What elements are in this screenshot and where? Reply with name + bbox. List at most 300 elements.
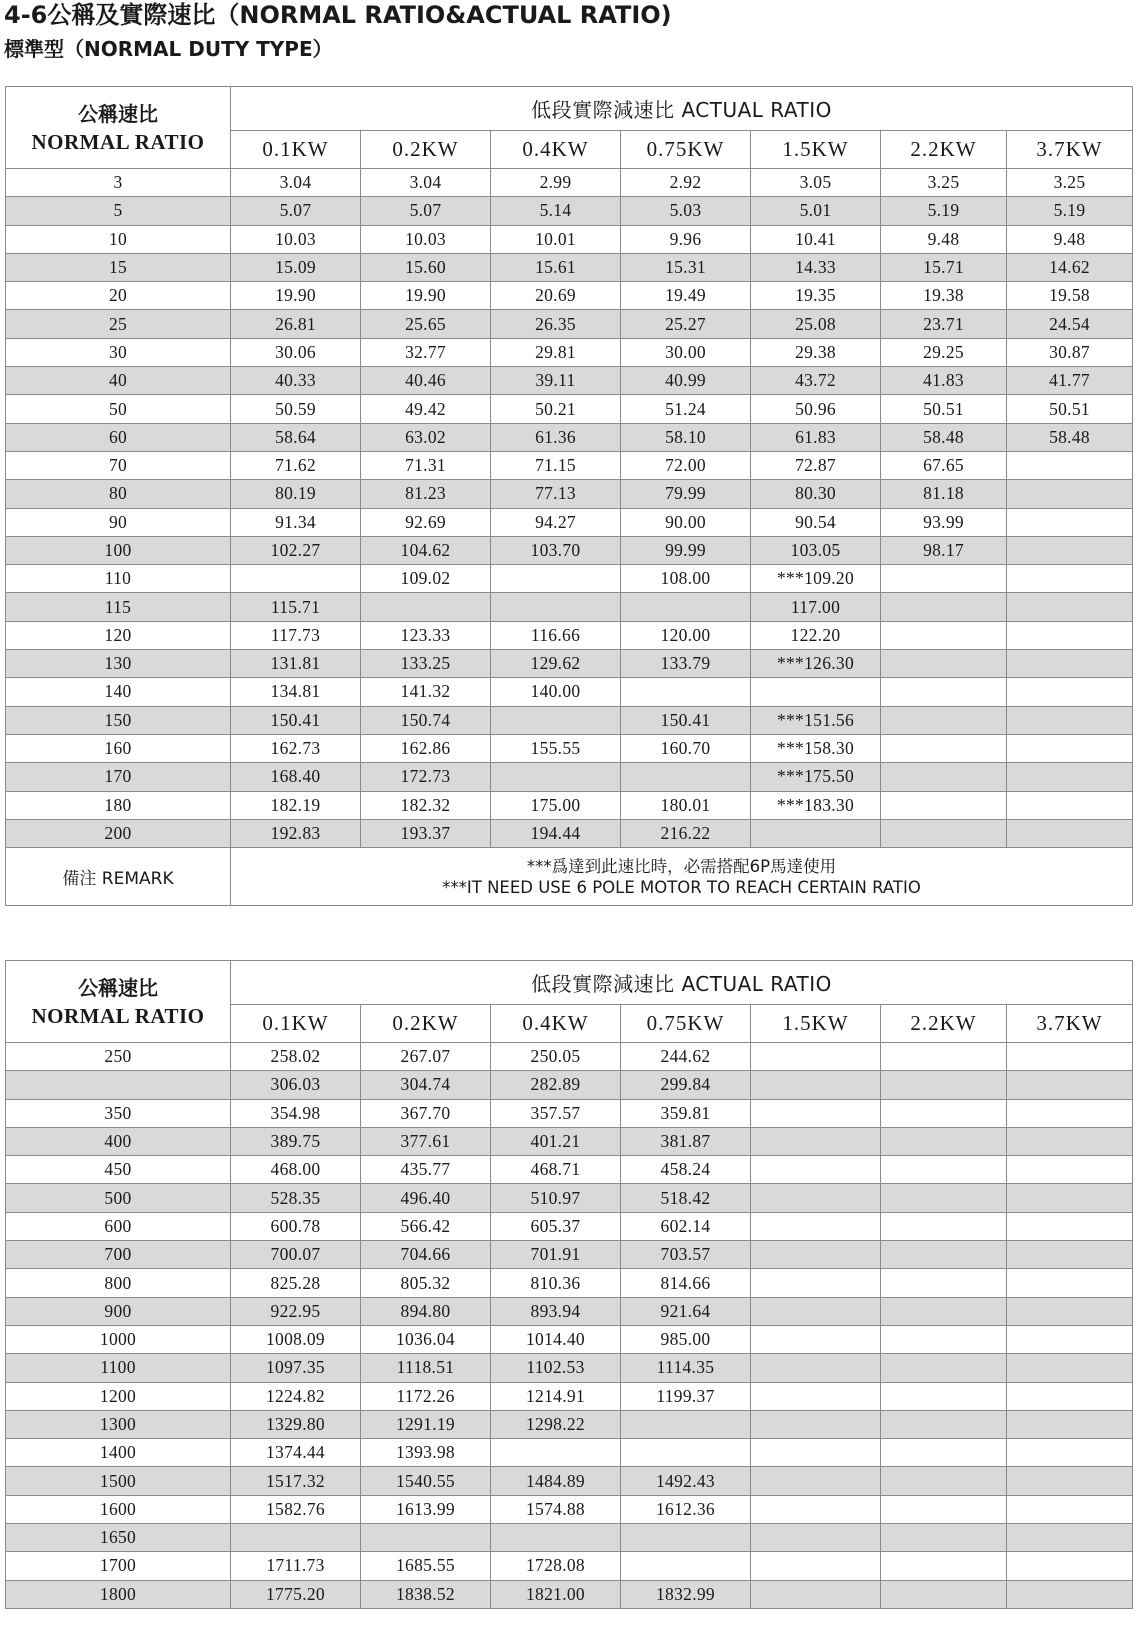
actual-ratio-cell: 893.94 <box>491 1297 621 1325</box>
actual-ratio-cell <box>1007 621 1133 649</box>
actual-ratio-cell <box>491 706 621 734</box>
table-row <box>6 1212 1133 1240</box>
actual-ratio-cell: 50.59 <box>231 395 361 423</box>
actual-ratio-cell <box>1007 1071 1133 1099</box>
kw-header-cell: 0.2KW <box>361 131 491 169</box>
actual-ratio-cell: 1329.80 <box>231 1410 361 1438</box>
actual-ratio-cell: 50.51 <box>1007 395 1133 423</box>
table-row <box>6 508 1133 536</box>
actual-ratio-cell: 9.48 <box>881 225 1007 253</box>
actual-ratio-cell: 61.36 <box>491 423 621 451</box>
actual-ratio-cell <box>881 1156 1007 1184</box>
actual-ratio-cell: 19.90 <box>361 282 491 310</box>
actual-ratio-cell: 150.74 <box>361 706 491 734</box>
table-row <box>6 395 1133 423</box>
actual-ratio-cell: 1613.99 <box>361 1495 491 1523</box>
actual-ratio-cell: 810.36 <box>491 1269 621 1297</box>
actual-ratio-cell: 102.27 <box>231 536 361 564</box>
actual-ratio-cell <box>751 1212 881 1240</box>
actual-ratio-cell: 19.38 <box>881 282 1007 310</box>
table-row <box>6 1524 1133 1552</box>
actual-ratio-cell: 193.37 <box>361 819 491 847</box>
actual-ratio-cell <box>881 593 1007 621</box>
actual-ratio-cell <box>1007 1127 1133 1155</box>
actual-ratio-cell <box>1007 1354 1133 1382</box>
actual-ratio-cell: 1775.20 <box>231 1580 361 1608</box>
actual-ratio-cell: ***183.30 <box>751 791 881 819</box>
actual-ratio-cell <box>1007 480 1133 508</box>
actual-ratio-cell <box>881 1382 1007 1410</box>
actual-ratio-cell: 1036.04 <box>361 1325 491 1353</box>
normal-ratio-cell: 115 <box>6 593 231 621</box>
actual-ratio-cell <box>751 1410 881 1438</box>
actual-ratio-cell: 359.81 <box>621 1099 751 1127</box>
table-row <box>6 1439 1133 1467</box>
actual-ratio-cell: 23.71 <box>881 310 1007 338</box>
normal-ratio-cell: 1800 <box>6 1580 231 1608</box>
table-row <box>6 1156 1133 1184</box>
actual-ratio-cell: 9.96 <box>621 225 751 253</box>
actual-ratio-cell: 304.74 <box>361 1071 491 1099</box>
actual-ratio-cell <box>751 1467 881 1495</box>
table-row <box>6 650 1133 678</box>
actual-ratio-cell <box>1007 1269 1133 1297</box>
table-row <box>6 169 1133 197</box>
normal-ratio-cell: 1500 <box>6 1467 231 1495</box>
actual-ratio-cell: 921.64 <box>621 1297 751 1325</box>
actual-ratio-cell: 814.66 <box>621 1269 751 1297</box>
table-row <box>6 1297 1133 1325</box>
normal-ratio-cell: 250 <box>6 1043 231 1071</box>
actual-ratio-cell: 15.61 <box>491 253 621 281</box>
actual-ratio-cell <box>881 1325 1007 1353</box>
actual-ratio-cell <box>621 763 751 791</box>
actual-ratio-cell: 115.71 <box>231 593 361 621</box>
normal-ratio-cell: 60 <box>6 423 231 451</box>
actual-ratio-cell: 468.71 <box>491 1156 621 1184</box>
actual-ratio-cell <box>751 1241 881 1269</box>
normal-ratio-cell: 500 <box>6 1184 231 1212</box>
normal-ratio-cell: 900 <box>6 1297 231 1325</box>
actual-ratio-cell: 30.87 <box>1007 338 1133 366</box>
actual-ratio-cell <box>621 678 751 706</box>
actual-ratio-cell <box>881 763 1007 791</box>
normal-ratio-header-en: NORMAL RATIO <box>31 129 205 154</box>
actual-ratio-cell: 5.07 <box>231 197 361 225</box>
table-row <box>6 1467 1133 1495</box>
actual-ratio-cell: 109.02 <box>361 565 491 593</box>
actual-ratio-cell: 1291.19 <box>361 1410 491 1438</box>
actual-ratio-cell <box>1007 1156 1133 1184</box>
normal-ratio-cell: 15 <box>6 253 231 281</box>
actual-ratio-cell: 5.01 <box>751 197 881 225</box>
actual-ratio-cell <box>751 1184 881 1212</box>
actual-ratio-cell: 703.57 <box>621 1241 751 1269</box>
normal-ratio-cell: 150 <box>6 706 231 734</box>
actual-ratio-cell: 131.81 <box>231 650 361 678</box>
remark-label: 備注 REMARK <box>6 848 231 906</box>
actual-ratio-cell: 1097.35 <box>231 1354 361 1382</box>
actual-ratio-cell <box>881 1524 1007 1552</box>
normal-ratio-cell: 10 <box>6 225 231 253</box>
table-row <box>6 253 1133 281</box>
table-row <box>6 706 1133 734</box>
actual-ratio-cell <box>231 565 361 593</box>
actual-ratio-cell <box>881 1269 1007 1297</box>
actual-ratio-cell: 5.14 <box>491 197 621 225</box>
kw-header-cell: 1.5KW <box>751 1005 881 1043</box>
table-row <box>6 1580 1133 1608</box>
actual-ratio-cell: 133.25 <box>361 650 491 678</box>
actual-ratio-cell <box>1007 734 1133 762</box>
actual-ratio-cell <box>881 819 1007 847</box>
page-title: 4-6公稱及實際速比（NORMAL RATIO&ACTUAL RATIO) <box>4 1 672 29</box>
actual-ratio-cell <box>881 1410 1007 1438</box>
actual-ratio-cell <box>881 791 1007 819</box>
actual-ratio-cell: 1540.55 <box>361 1467 491 1495</box>
actual-ratio-cell: 182.19 <box>231 791 361 819</box>
kw-header-cell: 3.7KW <box>1007 131 1133 169</box>
actual-ratio-cell <box>881 1467 1007 1495</box>
actual-ratio-cell <box>621 1524 751 1552</box>
actual-ratio-cell: 103.70 <box>491 536 621 564</box>
actual-ratio-cell <box>751 1127 881 1155</box>
actual-ratio-cell <box>751 1099 881 1127</box>
actual-ratio-cell: 1711.73 <box>231 1552 361 1580</box>
actual-ratio-cell: 250.05 <box>491 1043 621 1071</box>
actual-ratio-cell <box>1007 451 1133 479</box>
actual-ratio-cell: 103.05 <box>751 536 881 564</box>
remark-line-en: ***IT NEED USE 6 POLE MOTOR TO REACH CERTAIN RATIO <box>442 877 921 897</box>
actual-ratio-cell: 134.81 <box>231 678 361 706</box>
actual-ratio-cell <box>1007 1410 1133 1438</box>
actual-ratio-cell <box>751 1580 881 1608</box>
actual-ratio-cell: 14.33 <box>751 253 881 281</box>
actual-ratio-cell: 5.03 <box>621 197 751 225</box>
normal-ratio-cell: 1000 <box>6 1325 231 1353</box>
actual-ratio-cell: 175.00 <box>491 791 621 819</box>
actual-ratio-cell: ***158.30 <box>751 734 881 762</box>
actual-ratio-cell <box>881 650 1007 678</box>
actual-ratio-cell: 1492.43 <box>621 1467 751 1495</box>
actual-ratio-cell: 1118.51 <box>361 1354 491 1382</box>
table-row <box>6 1127 1133 1155</box>
actual-ratio-cell: 805.32 <box>361 1269 491 1297</box>
actual-ratio-cell: 1728.08 <box>491 1552 621 1580</box>
actual-ratio-cell <box>751 1552 881 1580</box>
actual-ratio-cell <box>621 1439 751 1467</box>
actual-ratio-cell: 72.87 <box>751 451 881 479</box>
actual-ratio-cell: 141.32 <box>361 678 491 706</box>
actual-ratio-cell: 700.07 <box>231 1241 361 1269</box>
actual-ratio-cell: 518.42 <box>621 1184 751 1212</box>
actual-ratio-cell: 29.38 <box>751 338 881 366</box>
normal-ratio-cell: 800 <box>6 1269 231 1297</box>
actual-ratio-cell: 1298.22 <box>491 1410 621 1438</box>
remark-text <box>231 848 1133 906</box>
normal-ratio-cell: 50 <box>6 395 231 423</box>
actual-ratio-cell: 3.25 <box>881 169 1007 197</box>
actual-ratio-cell: 123.33 <box>361 621 491 649</box>
actual-ratio-cell: 15.60 <box>361 253 491 281</box>
actual-ratio-cell <box>1007 763 1133 791</box>
actual-ratio-cell: 19.49 <box>621 282 751 310</box>
actual-ratio-cell: 81.23 <box>361 480 491 508</box>
normal-ratio-cell: 30 <box>6 338 231 366</box>
actual-ratio-cell: 40.46 <box>361 367 491 395</box>
actual-ratio-cell <box>491 1439 621 1467</box>
actual-ratio-cell: 468.00 <box>231 1156 361 1184</box>
normal-ratio-cell: 100 <box>6 536 231 564</box>
normal-ratio-cell: 400 <box>6 1127 231 1155</box>
actual-ratio-cell <box>881 1495 1007 1523</box>
actual-ratio-cell: 389.75 <box>231 1127 361 1155</box>
actual-ratio-cell: 2.99 <box>491 169 621 197</box>
actual-ratio-cell: 244.62 <box>621 1043 751 1071</box>
actual-ratio-cell <box>1007 791 1133 819</box>
actual-ratio-cell: 29.25 <box>881 338 1007 366</box>
actual-ratio-cell: 162.73 <box>231 734 361 762</box>
kw-header-cell: 0.2KW <box>361 1005 491 1043</box>
actual-ratio-cell <box>491 763 621 791</box>
actual-ratio-cell: 140.00 <box>491 678 621 706</box>
actual-ratio-cell: 98.17 <box>881 536 1007 564</box>
actual-ratio-cell <box>1007 706 1133 734</box>
table-row <box>6 1325 1133 1353</box>
actual-ratio-cell: 117.00 <box>751 593 881 621</box>
actual-ratio-cell: 133.79 <box>621 650 751 678</box>
actual-ratio-cell <box>751 1297 881 1325</box>
actual-ratio-cell <box>491 1524 621 1552</box>
actual-ratio-cell: 20.69 <box>491 282 621 310</box>
actual-ratio-cell <box>1007 1580 1133 1608</box>
normal-ratio-cell: 3 <box>6 169 231 197</box>
actual-ratio-cell: 1517.32 <box>231 1467 361 1495</box>
actual-ratio-cell: 155.55 <box>491 734 621 762</box>
table-row <box>6 451 1133 479</box>
actual-ratio-cell: 510.97 <box>491 1184 621 1212</box>
actual-ratio-cell: 528.35 <box>231 1184 361 1212</box>
normal-ratio-cell <box>6 1071 231 1099</box>
actual-ratio-cell: 3.05 <box>751 169 881 197</box>
actual-ratio-cell <box>751 1325 881 1353</box>
actual-ratio-cell <box>881 565 1007 593</box>
table-row <box>6 367 1133 395</box>
actual-ratio-cell <box>881 734 1007 762</box>
actual-ratio-cell: 15.31 <box>621 253 751 281</box>
actual-ratio-cell <box>751 1439 881 1467</box>
actual-ratio-cell <box>231 1524 361 1552</box>
table-row <box>6 791 1133 819</box>
actual-ratio-cell: 566.42 <box>361 1212 491 1240</box>
table-row <box>6 678 1133 706</box>
actual-ratio-cell: 216.22 <box>621 819 751 847</box>
normal-ratio-cell: 1600 <box>6 1495 231 1523</box>
actual-ratio-cell: 40.33 <box>231 367 361 395</box>
kw-header-cell: 3.7KW <box>1007 1005 1133 1043</box>
remark-line-zh: ***爲達到此速比時，必需搭配6P馬達使用 <box>526 856 837 876</box>
actual-ratio-cell: 1114.35 <box>621 1354 751 1382</box>
actual-ratio-cell: 10.03 <box>361 225 491 253</box>
actual-ratio-cell <box>1007 1467 1133 1495</box>
actual-ratio-cell <box>881 706 1007 734</box>
actual-ratio-cell: 92.69 <box>361 508 491 536</box>
actual-ratio-cell: 1172.26 <box>361 1382 491 1410</box>
normal-ratio-cell: 450 <box>6 1156 231 1184</box>
actual-ratio-cell: 116.66 <box>491 621 621 649</box>
actual-ratio-cell: ***175.50 <box>751 763 881 791</box>
actual-ratio-cell <box>881 1241 1007 1269</box>
actual-ratio-cell: 93.99 <box>881 508 1007 536</box>
actual-ratio-cell: 40.99 <box>621 367 751 395</box>
actual-ratio-cell <box>621 1552 751 1580</box>
kw-header-cell: 0.75KW <box>621 131 751 169</box>
actual-ratio-cell: 194.44 <box>491 819 621 847</box>
actual-ratio-cell: 282.89 <box>491 1071 621 1099</box>
actual-ratio-cell: 58.48 <box>1007 423 1133 451</box>
normal-ratio-cell: 140 <box>6 678 231 706</box>
actual-ratio-cell <box>881 1043 1007 1071</box>
actual-ratio-cell: 172.73 <box>361 763 491 791</box>
kw-header-cell: 0.4KW <box>491 1005 621 1043</box>
actual-ratio-cell: ***126.30 <box>751 650 881 678</box>
actual-ratio-cell: 90.00 <box>621 508 751 536</box>
actual-ratio-cell <box>881 621 1007 649</box>
table-row <box>6 480 1133 508</box>
actual-ratio-cell: 2.92 <box>621 169 751 197</box>
actual-ratio-cell <box>1007 1099 1133 1127</box>
actual-ratio-cell: 602.14 <box>621 1212 751 1240</box>
actual-ratio-cell: 90.54 <box>751 508 881 536</box>
normal-ratio-cell: 90 <box>6 508 231 536</box>
actual-ratio-cell <box>751 1156 881 1184</box>
actual-ratio-cell: 1102.53 <box>491 1354 621 1382</box>
actual-ratio-cell: 3.04 <box>361 169 491 197</box>
kw-header-cell: 0.1KW <box>231 131 361 169</box>
actual-ratio-cell: 9.48 <box>1007 225 1133 253</box>
actual-ratio-cell: 496.40 <box>361 1184 491 1212</box>
actual-ratio-cell: 108.00 <box>621 565 751 593</box>
table-row <box>6 282 1133 310</box>
table-row <box>6 423 1133 451</box>
actual-ratio-cell: 162.86 <box>361 734 491 762</box>
actual-ratio-cell: 80.30 <box>751 480 881 508</box>
actual-ratio-cell <box>881 1552 1007 1580</box>
actual-ratio-cell <box>491 593 621 621</box>
table-row <box>6 1354 1133 1382</box>
kw-header-cell: 2.2KW <box>881 131 1007 169</box>
table-row <box>6 1552 1133 1580</box>
actual-ratio-cell: 61.83 <box>751 423 881 451</box>
actual-ratio-cell <box>1007 1212 1133 1240</box>
actual-ratio-cell: 1199.37 <box>621 1382 751 1410</box>
actual-ratio-cell: 605.37 <box>491 1212 621 1240</box>
table-row <box>6 1099 1133 1127</box>
actual-ratio-cell: 894.80 <box>361 1297 491 1325</box>
normal-ratio-cell: 170 <box>6 763 231 791</box>
actual-ratio-cell: 10.01 <box>491 225 621 253</box>
actual-ratio-cell: 1685.55 <box>361 1552 491 1580</box>
actual-ratio-cell: 180.01 <box>621 791 751 819</box>
actual-ratio-cell: 122.20 <box>751 621 881 649</box>
actual-ratio-cell: 30.06 <box>231 338 361 366</box>
kw-header-cell: 0.4KW <box>491 131 621 169</box>
actual-ratio-cell <box>1007 536 1133 564</box>
actual-ratio-cell <box>1007 1439 1133 1467</box>
normal-ratio-cell: 600 <box>6 1212 231 1240</box>
actual-ratio-cell <box>751 1495 881 1523</box>
actual-ratio-cell: 50.51 <box>881 395 1007 423</box>
ratio-table-body <box>6 1043 1133 1609</box>
actual-ratio-cell: 15.09 <box>231 253 361 281</box>
table-row <box>6 565 1133 593</box>
actual-ratio-cell: 25.27 <box>621 310 751 338</box>
actual-ratio-cell: 825.28 <box>231 1269 361 1297</box>
actual-ratio-cell <box>1007 1325 1133 1353</box>
actual-ratio-cell: 3.04 <box>231 169 361 197</box>
actual-ratio-cell <box>1007 508 1133 536</box>
table-row <box>6 1410 1133 1438</box>
actual-ratio-cell: 1832.99 <box>621 1580 751 1608</box>
normal-ratio-cell: 1100 <box>6 1354 231 1382</box>
actual-ratio-cell: 25.08 <box>751 310 881 338</box>
actual-ratio-cell: 63.02 <box>361 423 491 451</box>
actual-ratio-cell: 81.18 <box>881 480 1007 508</box>
normal-ratio-header <box>6 87 231 169</box>
table-row <box>6 1184 1133 1212</box>
actual-ratio-cell: 41.77 <box>1007 367 1133 395</box>
actual-ratio-cell: 150.41 <box>231 706 361 734</box>
normal-ratio-cell: 160 <box>6 734 231 762</box>
actual-ratio-cell: 267.07 <box>361 1043 491 1071</box>
normal-ratio-cell: 70 <box>6 451 231 479</box>
actual-ratio-cell <box>751 1354 881 1382</box>
actual-ratio-cell: 10.41 <box>751 225 881 253</box>
actual-ratio-cell: 357.57 <box>491 1099 621 1127</box>
actual-ratio-cell: 72.00 <box>621 451 751 479</box>
actual-ratio-cell: 49.42 <box>361 395 491 423</box>
normal-ratio-cell: 200 <box>6 819 231 847</box>
actual-ratio-cell: 258.02 <box>231 1043 361 1071</box>
ratio-table-body <box>6 169 1133 848</box>
actual-ratio-cell <box>491 565 621 593</box>
table-row <box>6 1382 1133 1410</box>
actual-ratio-cell <box>751 819 881 847</box>
actual-ratio-cell: 1821.00 <box>491 1580 621 1608</box>
actual-ratio-cell: 182.32 <box>361 791 491 819</box>
actual-ratio-cell: 367.70 <box>361 1099 491 1127</box>
actual-ratio-cell <box>621 593 751 621</box>
actual-ratio-cell: 1008.09 <box>231 1325 361 1353</box>
table-row <box>6 734 1133 762</box>
actual-ratio-cell <box>1007 1297 1133 1325</box>
actual-ratio-cell: 71.62 <box>231 451 361 479</box>
actual-ratio-cell: 600.78 <box>231 1212 361 1240</box>
actual-ratio-cell <box>881 1212 1007 1240</box>
actual-ratio-cell: 94.27 <box>491 508 621 536</box>
normal-ratio-header-zh: 公稱速比 <box>78 975 158 1000</box>
actual-ratio-cell: 50.96 <box>751 395 881 423</box>
normal-ratio-cell: 25 <box>6 310 231 338</box>
normal-ratio-cell: 80 <box>6 480 231 508</box>
actual-ratio-cell: 5.07 <box>361 197 491 225</box>
table-row <box>6 819 1133 847</box>
actual-ratio-cell: 1612.36 <box>621 1495 751 1523</box>
actual-ratio-cell: 104.62 <box>361 536 491 564</box>
table-row <box>6 1071 1133 1099</box>
actual-ratio-cell: 377.61 <box>361 1127 491 1155</box>
normal-ratio-cell: 130 <box>6 650 231 678</box>
